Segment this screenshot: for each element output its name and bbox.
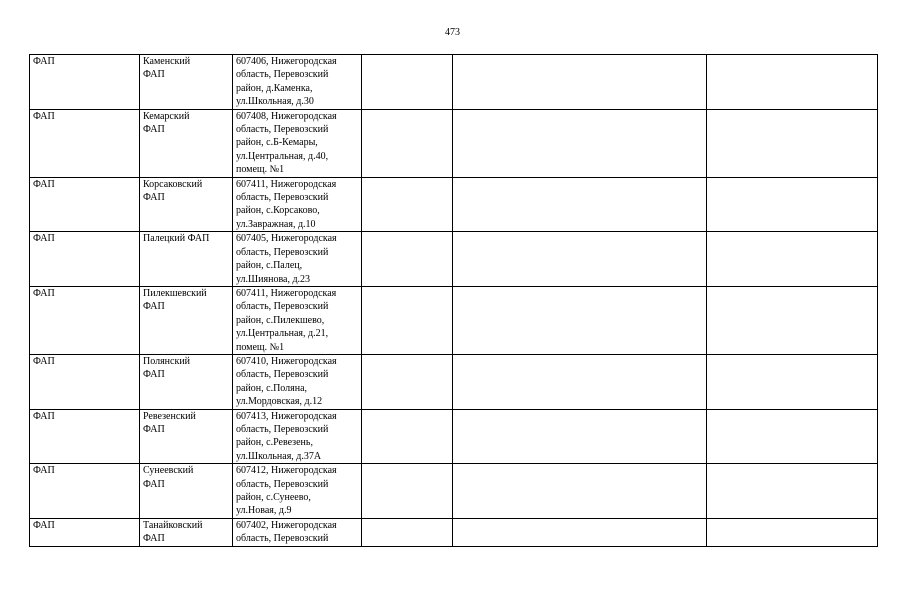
facility-name-line: ФАП <box>143 369 165 381</box>
facility-name-cell <box>140 55 233 110</box>
empty-cell-3 <box>707 55 878 110</box>
facility-address-line: район, с.Пилекшево, <box>236 314 325 326</box>
facility-address-line: область, Перевозский <box>236 192 329 204</box>
facility-address-line: область, Перевозский <box>236 478 329 490</box>
table-row <box>30 286 878 354</box>
facility-address-line: ул.Школьная, д.37А <box>236 450 322 462</box>
empty-cell-3 <box>707 232 878 287</box>
facility-name-cell <box>140 109 233 177</box>
facility-address-cell <box>233 286 362 354</box>
facility-address-line: район, с.Сунеево, <box>236 492 311 503</box>
empty-cell-1 <box>362 464 453 519</box>
facilities-table <box>29 54 878 547</box>
facility-address-line: 607410, Нижегородская <box>236 355 337 367</box>
facility-name-line: Палецкий ФАП <box>143 233 210 245</box>
facility-address-line: 607412, Нижегородская <box>236 465 337 477</box>
facility-address-line: 607411, Нижегородская <box>236 178 337 190</box>
facility-name-line: ФАП <box>143 69 165 81</box>
facility-address-line: 607406, Нижегородская <box>236 56 337 67</box>
empty-cell-3 <box>707 518 878 546</box>
facility-address-line: ул.Школьная, д.30 <box>236 96 314 108</box>
facility-name-cell <box>140 286 233 354</box>
facility-address-line: район, с.Корсаково, <box>236 205 320 217</box>
table-row <box>30 409 878 464</box>
empty-cell-3 <box>707 177 878 232</box>
empty-cell-1 <box>362 177 453 232</box>
facility-address-line: район, с.Б-Кемары, <box>236 137 318 149</box>
facility-address-line: область, Перевозский <box>236 533 329 545</box>
table-row <box>30 177 878 232</box>
facility-address-line: ул.Завражная, д.10 <box>236 218 316 230</box>
empty-cell-2 <box>453 409 707 464</box>
facility-name-line: Сунеевский <box>143 465 194 477</box>
facility-address-line: ул.Мордовская, д.12 <box>236 396 323 408</box>
facility-name-cell <box>140 464 233 519</box>
empty-cell-2 <box>453 109 707 177</box>
facility-type-cell: ФАП <box>30 464 140 519</box>
facility-name-cell <box>140 177 233 232</box>
empty-cell-3 <box>707 354 878 409</box>
empty-cell-1 <box>362 232 453 287</box>
facility-name-cell <box>140 354 233 409</box>
facility-name-line: Полянский <box>143 355 191 367</box>
empty-cell-1 <box>362 354 453 409</box>
empty-cell-2 <box>453 55 707 110</box>
facility-address-line: помещ. №1 <box>236 164 285 176</box>
facility-name-cell <box>140 409 233 464</box>
facility-name-cell <box>140 232 233 287</box>
empty-cell-3 <box>707 464 878 519</box>
facility-address-cell <box>233 354 362 409</box>
facility-address-line: ул.Центральная, д.21, <box>236 328 329 340</box>
facility-type-cell: ФАП <box>30 409 140 464</box>
facility-address-line: помещ. №1 <box>236 341 285 353</box>
facility-address-cell <box>233 409 362 464</box>
facility-name-line: ФАП <box>143 478 165 490</box>
facility-address-line: район, д.Каменка, <box>236 82 313 94</box>
facility-address-cell <box>233 177 362 232</box>
facility-address-line: область, Перевозский <box>236 369 329 381</box>
facility-address-line: область, Перевозский <box>236 69 329 81</box>
facility-type-cell: ФАП <box>30 109 140 177</box>
facility-name-line: Каменский <box>143 56 191 67</box>
facility-address-line: ул.Новая, д.9 <box>236 505 292 517</box>
facility-address-cell <box>233 232 362 287</box>
facility-address-line: область, Перевозский <box>236 246 329 258</box>
facility-name-line: Танайковский <box>143 519 203 531</box>
facility-address-line: район, с.Палец, <box>236 260 303 272</box>
facility-name-line: ФАП <box>143 301 165 313</box>
facility-address-cell <box>233 464 362 519</box>
facility-address-cell <box>233 109 362 177</box>
table-row <box>30 518 878 546</box>
table-row <box>30 109 878 177</box>
facility-name-cell <box>140 518 233 546</box>
empty-cell-1 <box>362 55 453 110</box>
table-row <box>30 55 878 110</box>
facility-type-cell: ФАП <box>30 354 140 409</box>
empty-cell-1 <box>362 518 453 546</box>
facility-name-line: ФАП <box>143 124 165 136</box>
facility-name-line: ФАП <box>143 533 165 545</box>
empty-cell-3 <box>707 109 878 177</box>
page-number: 473 <box>445 27 460 38</box>
table-row <box>30 464 878 519</box>
facility-address-line: 607413, Нижегородская <box>236 410 337 422</box>
facility-name-line: Корсаковский <box>143 178 203 190</box>
facility-name-line: ФАП <box>143 423 165 435</box>
facility-address-line: район, с.Ревезень, <box>236 437 313 449</box>
facility-address-line: район, с.Поляна, <box>236 382 308 394</box>
facility-type-cell: ФАП <box>30 55 140 110</box>
facility-name-line: Кемарский <box>143 110 190 122</box>
empty-cell-3 <box>707 286 878 354</box>
facility-type-cell: ФАП <box>30 286 140 354</box>
table-row <box>30 232 878 287</box>
facility-name-line: Пилекшевский <box>143 287 207 299</box>
empty-cell-1 <box>362 286 453 354</box>
facility-address-line: 607405, Нижегородская <box>236 233 337 245</box>
facility-address-line: область, Перевозский <box>236 301 329 313</box>
facility-address-cell <box>233 518 362 546</box>
facility-address-line: 607408, Нижегородская <box>236 110 337 122</box>
empty-cell-2 <box>453 232 707 287</box>
empty-cell-2 <box>453 354 707 409</box>
empty-cell-2 <box>453 464 707 519</box>
table-row <box>30 354 878 409</box>
empty-cell-2 <box>453 177 707 232</box>
facility-type-cell: ФАП <box>30 177 140 232</box>
facility-address-line: ул.Центральная, д.40, <box>236 150 329 162</box>
empty-cell-2 <box>453 286 707 354</box>
facility-address-line: 607402, Нижегородская <box>236 519 337 531</box>
facility-address-line: ул.Шиянова, д.23 <box>236 273 311 285</box>
facility-address-line: область, Перевозский <box>236 124 329 136</box>
facilities-table-body <box>30 55 878 547</box>
empty-cell-3 <box>707 409 878 464</box>
empty-cell-1 <box>362 109 453 177</box>
facility-address-line: область, Перевозский <box>236 423 329 435</box>
facility-type-cell: ФАП <box>30 232 140 287</box>
facility-address-cell <box>233 55 362 110</box>
facility-name-line: Ревезенский <box>143 410 196 422</box>
facility-name-line: ФАП <box>143 192 165 204</box>
facility-address-line: 607411, Нижегородская <box>236 287 337 299</box>
empty-cell-1 <box>362 409 453 464</box>
empty-cell-2 <box>453 518 707 546</box>
facility-type-cell: ФАП <box>30 518 140 546</box>
